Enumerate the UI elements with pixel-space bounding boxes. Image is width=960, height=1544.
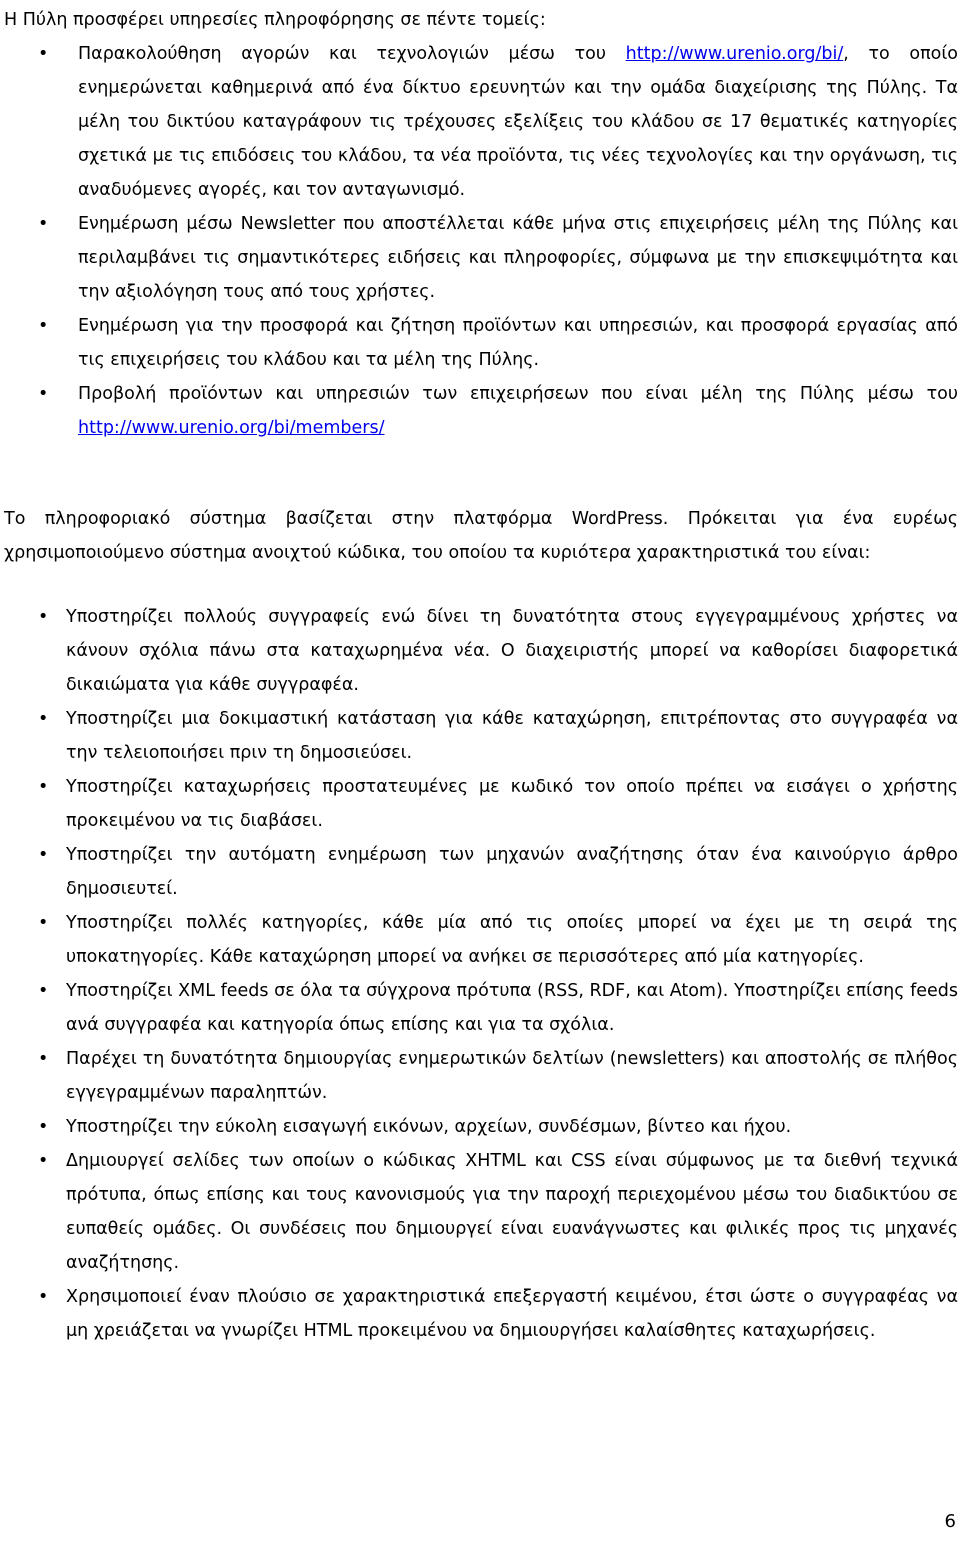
list-item: [0, 974, 958, 1042]
list-item-text: , το οποίο ενημερώνεται καθημερινά από ένα δίκτυο ερευνητών και την ομάδα διαχείρισης της Πύλης. Τα μέλη του δικτύου καταγράφουν τις τρέχουσες εξελίξεις του κλάδου σε 17 θεματικές κατηγορίες σχετικά με τις επιδόσεις του κλάδου, τα νέα προϊόντα, τις νέες τεχνολογίες και την οργάνωση, τις αναδυόμενες αγορές, και τον ανταγωνισμό.: [78, 44, 958, 200]
list-item-text: Υποστηρίζει πολλούς συγγραφείς ενώ δίνει τη δυνατότητα στους εγγεγραμμένους χρήστες να κάνουν σχόλια πάνω στα καταχωρημένα νέα. Ο διαχειριστής μπορεί να καθορίσει διαφορετικά δικαιώματα για κάθε συγγραφέα.: [66, 607, 958, 695]
bullet-icon: •: [38, 981, 49, 1001]
list-item-text: Προβολή προϊόντων και υπηρεσιών των επιχειρήσεων που είναι μέλη της Πύλης μέσω του: [78, 384, 958, 404]
bullet-icon: •: [38, 316, 49, 336]
bullet-icon: •: [38, 1117, 49, 1137]
bullet-icon: •: [38, 44, 49, 64]
list-item: [0, 1110, 958, 1144]
list-item: [0, 770, 958, 838]
list-item-text: Υποστηρίζει πολλές κατηγορίες, κάθε μία από τις οποίες μπορεί να έχει με τη σειρά της υποκατηγορίες. Κάθε καταχώρηση μπορεί να ανήκει σε περισσότερες από μία κατηγορίες.: [66, 913, 958, 967]
bullet-icon: •: [38, 384, 49, 404]
list-item-text: Παρέχει τη δυνατότητα δημιουργίας ενημερωτικών δελτίων (newsletters) και αποστολής σε πλήθος εγγεγραμμένων παραληπτών.: [66, 1049, 958, 1103]
bullet-icon: •: [38, 913, 49, 933]
list-item-text: Υποστηρίζει την εύκολη εισαγωγή εικόνων, αρχείων, συνδέσμων, βίντεο και ήχου.: [66, 1117, 792, 1137]
bi-link[interactable]: http://www.urenio.org/bi/: [625, 44, 844, 64]
bullet-icon: •: [38, 214, 49, 234]
list-item-text: Υποστηρίζει την αυτόματη ενημέρωση των μηχανών αναζήτησης όταν ένα καινούργιο άρθρο δημοσιευτεί.: [66, 845, 958, 899]
list-item-text: Δημιουργεί σελίδες των οποίων ο κώδικας XHTML και CSS είναι σύμφωνος με τα διεθνή τεχνικά πρότυπα, όπως επίσης και τους κανονισμούς για την παροχή περιεχομένου μέσω του διαδικτύου σε ευπαθείς ομάδες. Οι συνδέσεις που δημιουργεί είναι ευανάγνωστες και φιλικές προς τις μηχανές αναζήτησης.: [66, 1151, 958, 1273]
list-item: [0, 906, 958, 974]
list-item-text: Παρακολούθηση αγορών και τεχνολογιών μέσω του: [78, 44, 626, 64]
bullet-icon: •: [38, 845, 49, 865]
list-item: [0, 1042, 958, 1110]
page-number: 6: [944, 1511, 956, 1532]
features-list: [0, 600, 958, 1348]
platform-paragraph: Το πληροφοριακό σύστημα βασίζεται στην πλατφόρμα WordPress. Πρόκειται για ένα ευρέως χρησιμοποιούμενο σύστημα ανοιχτού κώδικα, του οποίου τα κυριότερα χαρακτηριστικά του είναι:: [4, 509, 958, 563]
bullet-icon: •: [38, 607, 49, 627]
list-item: [0, 37, 958, 207]
list-item: [0, 600, 958, 702]
list-item: [0, 1280, 958, 1348]
intro-paragraph: Η Πύλη προσφέρει υπηρεσίες πληροφόρησης σε πέντε τομείς:: [4, 10, 546, 30]
list-item-text: Υποστηρίζει μια δοκιμαστική κατάσταση για κάθε καταχώρηση, επιτρέποντας στο συγγραφέα να την τελειοποιήσει πριν τη δημοσιεύσει.: [66, 709, 958, 763]
bullet-icon: •: [38, 1287, 49, 1307]
list-item-text: Ενημέρωση για την προσφορά και ζήτηση προϊόντων και υπηρεσιών, και προσφορά εργασίας από τις επιχειρήσεις του κλάδου και τα μέλη της Πύλης.: [78, 316, 958, 370]
list-item-text: Χρησιμοποιεί έναν πλούσιο σε χαρακτηριστικά επεξεργαστή κειμένου, έτσι ώστε ο συγγραφέας να μη χρειάζεται να γνωρίζει HTML προκειμένου να δημιουργήσει καλαίσθητες καταχωρήσεις.: [66, 1287, 958, 1341]
list-item-text: Υποστηρίζει XML feeds σε όλα τα σύγχρονα πρότυπα (RSS, RDF, και Atom). Υποστηρίζει επίσης feeds ανά συγγραφέα και κατηγορία όπως επίσης και για τα σχόλια.: [66, 981, 958, 1035]
members-link[interactable]: http://www.urenio.org/bi/members/: [78, 418, 385, 438]
bullet-icon: •: [38, 1049, 49, 1069]
bullet-icon: •: [38, 709, 49, 729]
list-item-text: Υποστηρίζει καταχωρήσεις προστατευμένες με κωδικό τον οποίο πρέπει να εισάγει ο χρήστης προκειμένου να τις διαβάσει.: [66, 777, 958, 831]
list-item: [0, 1144, 958, 1280]
bullet-icon: •: [38, 777, 49, 797]
services-list: [0, 37, 958, 445]
list-item-text: Ενημέρωση μέσω Newsletter που αποστέλλεται κάθε μήνα στις επιχειρήσεις μέλη της Πύλης και περιλαμβάνει τις σημαντικότερες ειδήσεις και πληροφορίες, σύμφωνα με την επισκεψιμότητα και την αξιολόγηση τους από τους χρήστες.: [78, 214, 958, 302]
bullet-icon: •: [38, 1151, 49, 1171]
list-item: [0, 207, 958, 309]
list-item: [0, 702, 958, 770]
list-item: [0, 309, 958, 377]
list-item: [0, 377, 958, 445]
list-item: [0, 838, 958, 906]
